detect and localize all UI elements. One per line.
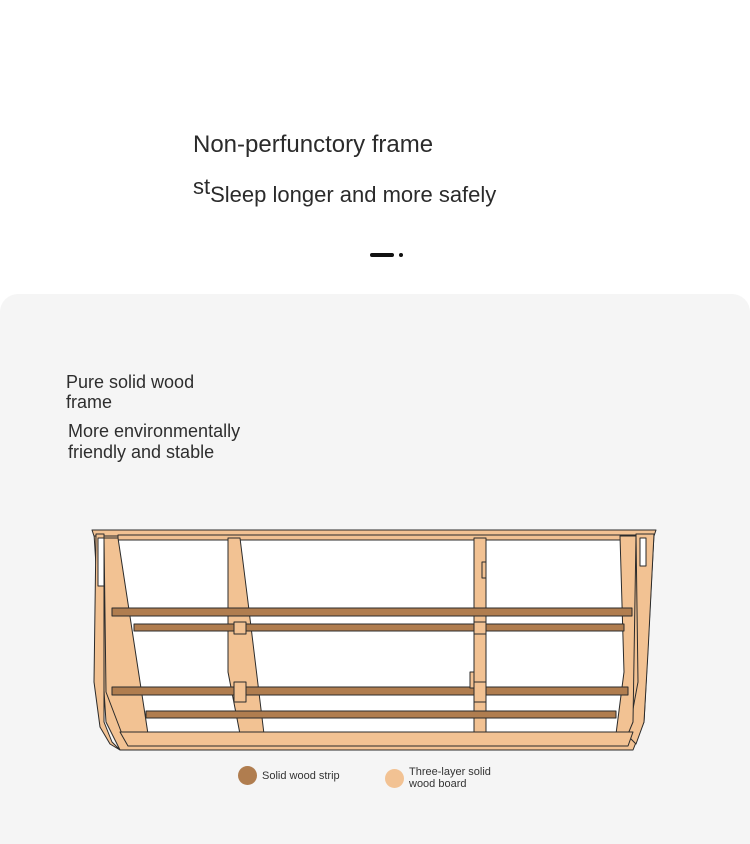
notch-2 [470,672,474,688]
legend-label: Three-layer solid wood board [409,766,491,790]
slat-3 [112,687,628,695]
frame-base [120,732,633,746]
legend-item-solid-wood-strip [238,766,362,785]
three-layer-board-swatch [385,769,404,788]
legend-label: Solid wood strip [262,769,340,782]
section-divider-marker [370,253,394,257]
divider-2-front-a [474,622,486,634]
bed-frame-illustration [88,522,663,757]
frame-top-rail-inner [118,535,636,540]
divider-1-front-b [234,682,246,702]
subtitle-text: Sleep longer and more safely [210,182,497,207]
solid-wood-strip-swatch [238,766,257,785]
page-title: Non-perfunctory frame [193,131,434,158]
subtitle-prefix: st [193,174,211,199]
divider-2-front-b [474,682,486,702]
slat-1 [112,608,632,616]
page-subtitle [193,174,497,208]
divider-1-front-a [234,622,246,634]
edge-strip-left [98,538,104,586]
frame-inner-cavity [118,538,633,732]
slat-2 [134,624,624,631]
feature-description: More environmentally friendly and stable [68,421,241,462]
legend-item-three-layer-board [385,766,509,790]
edge-strip-right [640,538,646,566]
notch-1 [482,562,486,578]
feature-title: Pure solid wood frame [66,372,195,412]
slat-4 [146,711,616,718]
